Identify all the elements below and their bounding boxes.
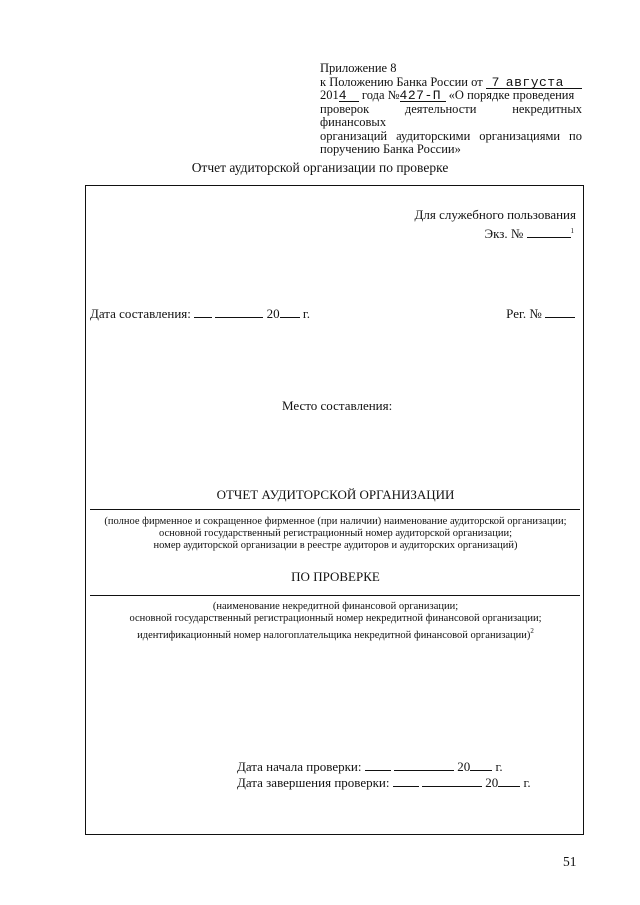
appendix-line-6: поручению Банка России» [320,142,461,156]
start-year-field[interactable] [470,760,492,771]
place-of-compilation-label: Место составления: [282,398,393,413]
date-month-field[interactable] [215,307,263,318]
subject-title: ПО ПРОВЕРКЕ [291,569,380,584]
copy-number-line: Экз. № $^1$ [484,226,574,241]
form-caption: Отчет аудиторской организации по проверке [191,160,449,175]
auditor-name-rule [90,509,580,510]
date-day-field[interactable] [194,307,212,318]
report-title: ОТЧЕТ АУДИТОРСКОЙ ОРГАНИЗАЦИИ [216,487,455,502]
report-form-frame [85,185,584,835]
nfo-note: (наименование некредитной финансовой организации; основной государственный регистрационный номер некредитной финансовой организации; идентификационный номер налогоплательщика некредитной финансовой организации)$^2$ [129,601,542,641]
official-use-label: Для служебного пользования [414,207,576,222]
handwritten-day: 7 [486,77,506,89]
appendix-line-5: организаций аудиторскими организациями по [320,128,582,143]
end-year-field[interactable] [498,776,520,787]
end-month-field[interactable] [422,776,482,787]
appendix-header [320,62,582,157]
copy-number-field[interactable] [527,227,571,238]
registration-number-line: Рег. № [506,307,575,321]
start-day-field[interactable] [365,760,391,771]
appendix-regulation-line: к Положению Банка России от 7 августа [320,76,582,90]
date-year-field[interactable] [280,307,300,318]
nfo-name-rule [90,595,580,596]
appendix-title: Приложение 8 [320,61,397,75]
date-of-compilation-line: Дата составления: 20 г. [90,306,310,321]
handwritten-month: августа [506,77,582,89]
end-day-field[interactable] [393,776,419,787]
registration-number-field[interactable] [545,307,575,318]
inspection-end-line: Дата завершения проверки: 20 г. [237,775,531,790]
appendix-line-4: проверок деятельности некредитных финансовых [320,101,582,129]
handwritten-regulation-number: 427-П [400,90,446,102]
inspection-start-line: Дата начала проверки: 20 г. [237,759,503,774]
handwritten-year-digit: 4 [339,90,359,102]
appendix-date-line: 2014 года №427-П «О порядке проведения [320,88,575,103]
page-number: 51 [563,854,577,869]
start-month-field[interactable] [394,760,454,771]
auditor-note: (полное фирменное и сокращенное фирменное (при наличии) наименование аудиторской организации; основной государственный регистрационный номер аудиторской организации; номер аудиторской организации в реестре аудиторов и аудиторских организаций) [104,516,567,551]
